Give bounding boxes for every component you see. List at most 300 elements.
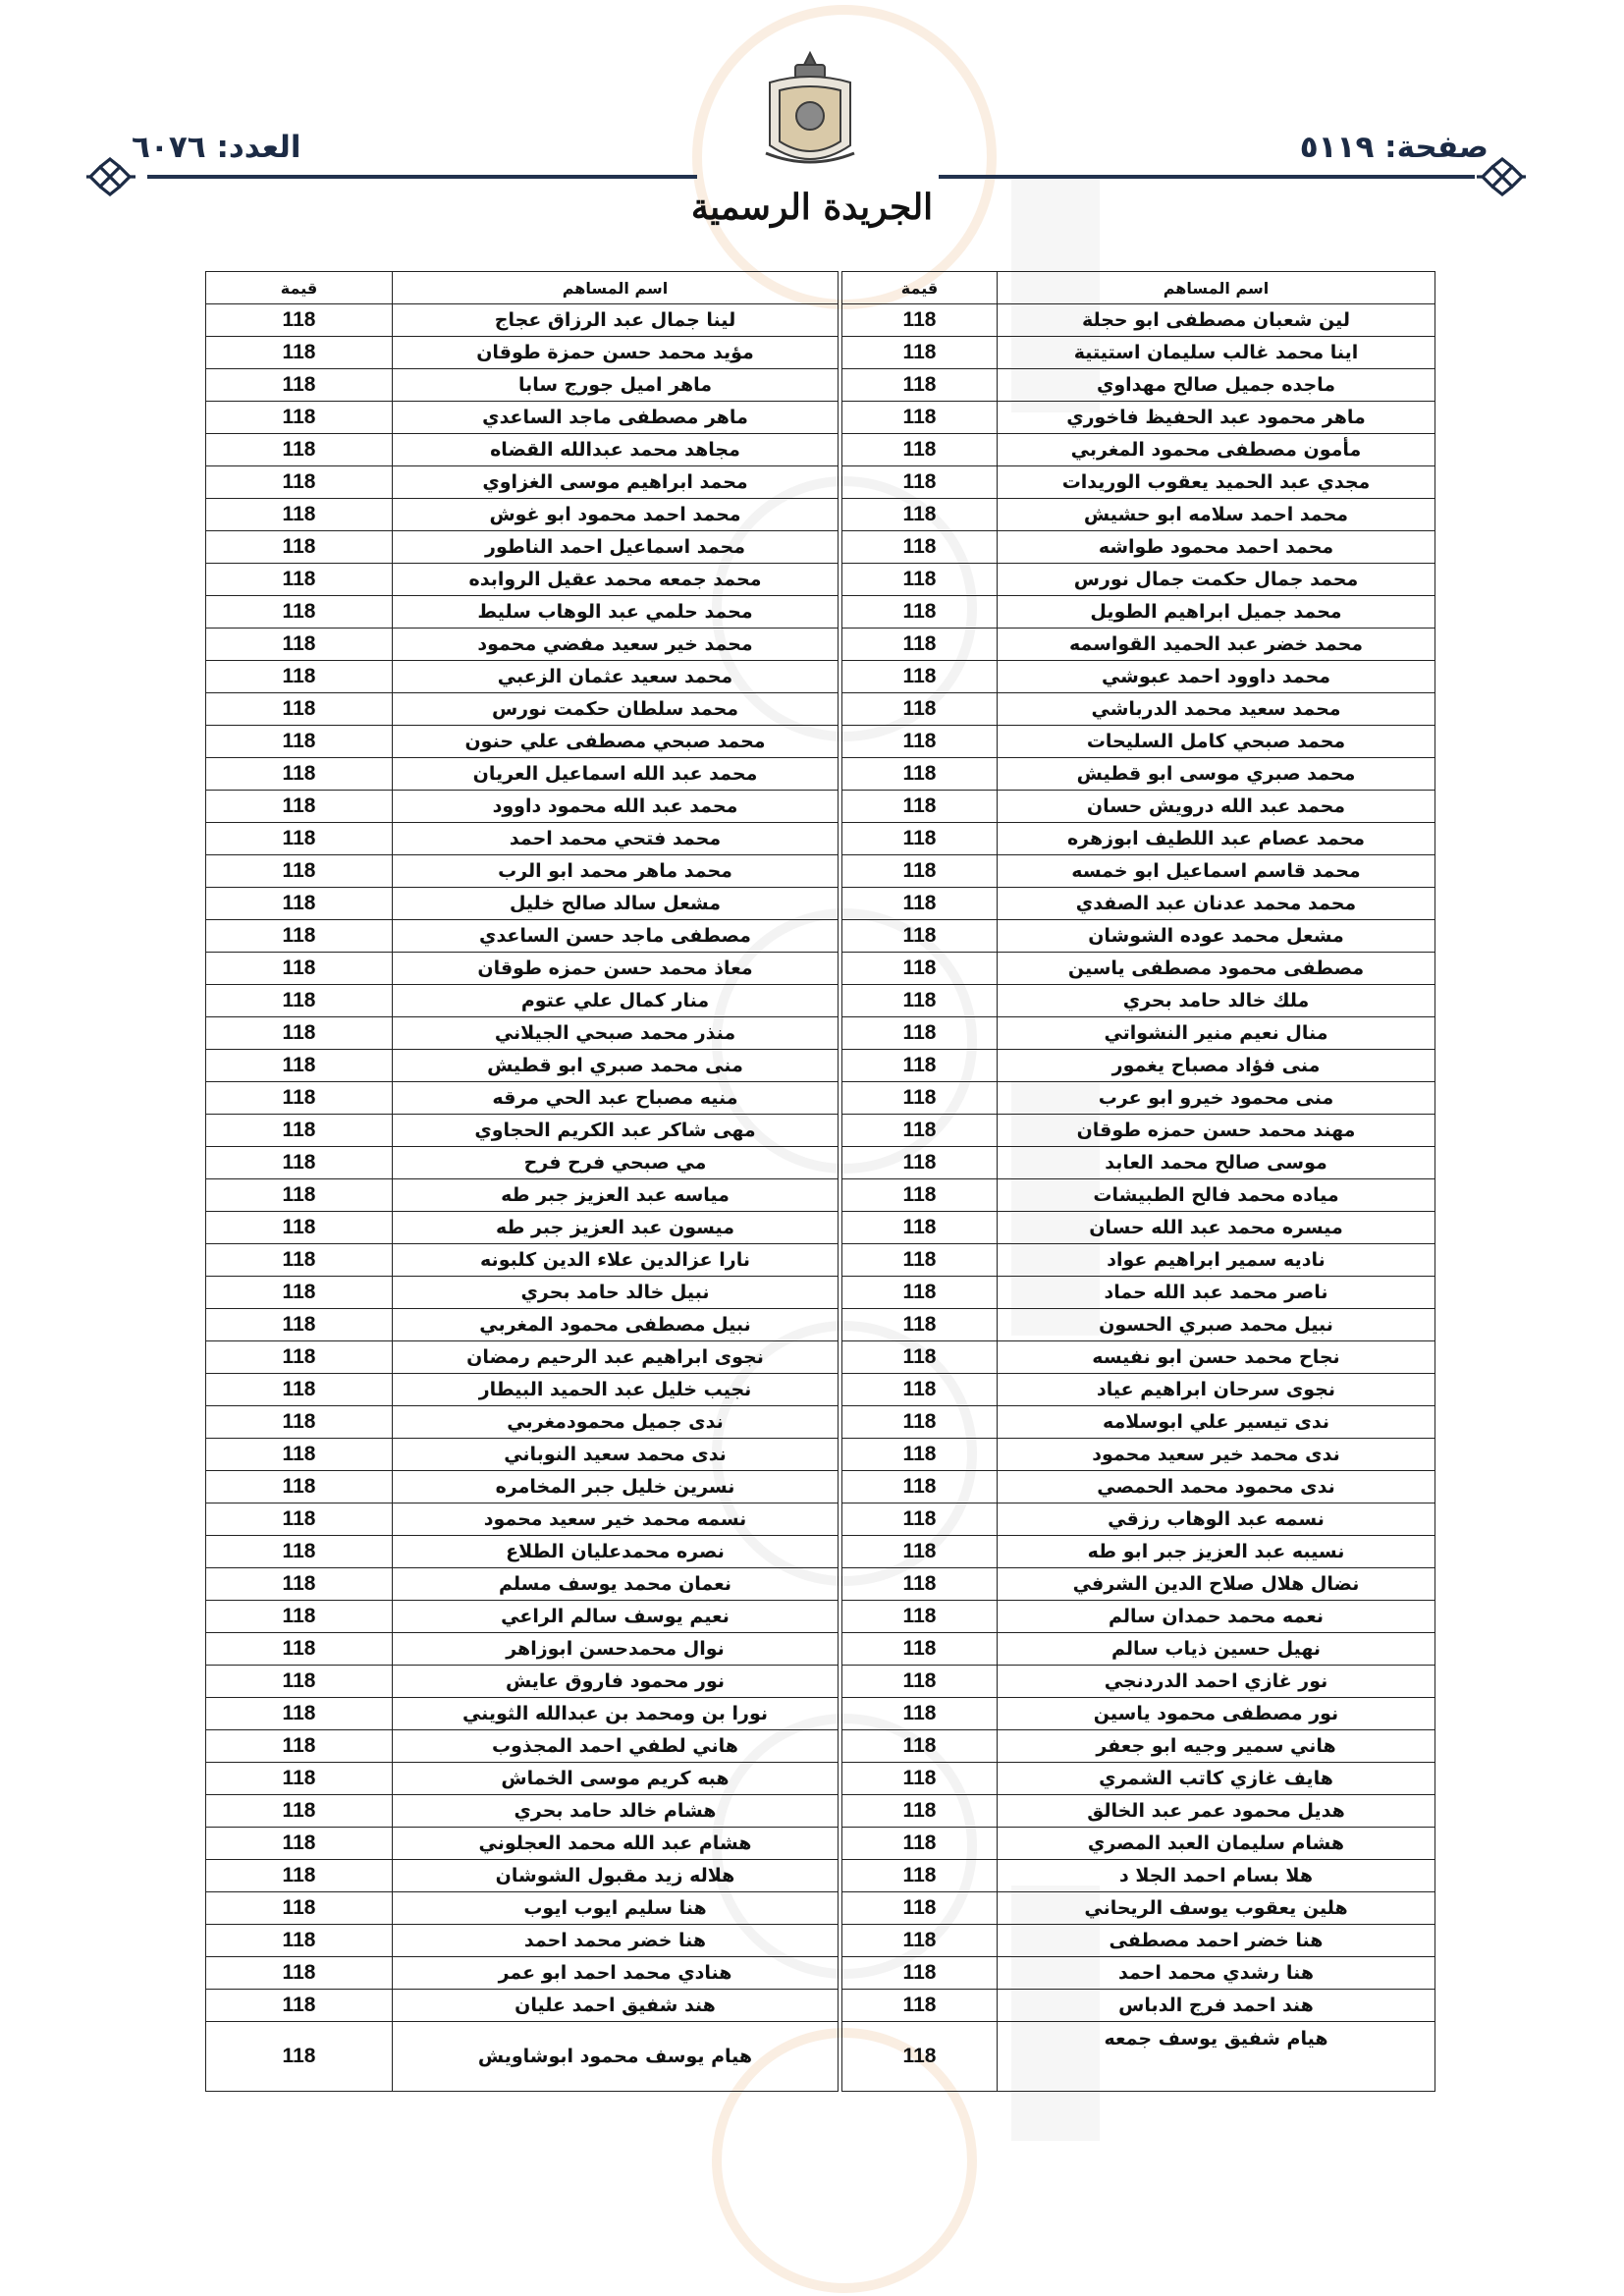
shareholder-name-cell: مهى شاكر عبد الكريم الحجاوي [393, 1115, 839, 1147]
column-gap [839, 1115, 842, 1147]
shareholder-name-cell: هيام شفيق يوسف جمعه [998, 2022, 1435, 2092]
share-value-cell: 118 [842, 434, 998, 466]
share-value-cell: 118 [206, 304, 393, 337]
shareholder-name-cell: هيام يوسف محمود ابوشاويش [393, 2022, 839, 2092]
share-value-cell: 118 [206, 499, 393, 531]
column-gap [839, 1633, 842, 1666]
share-value-cell: 118 [206, 985, 393, 1017]
share-value-cell: 118 [842, 1406, 998, 1439]
share-value-cell: 118 [206, 434, 393, 466]
table-row [206, 1374, 1435, 1406]
table-row [206, 1568, 1435, 1601]
share-value-cell: 118 [842, 791, 998, 823]
shareholder-name-cell: نعمه محمد حمدان سالم [998, 1601, 1435, 1633]
shareholder-name-cell: محمد ماهر محمد ابو الرب [393, 855, 839, 888]
table-row [206, 1147, 1435, 1179]
column-gap [839, 1568, 842, 1601]
share-value-cell: 118 [842, 1341, 998, 1374]
shareholder-name-cell: منال نعيم منير النشواتي [998, 1017, 1435, 1050]
shareholder-name-cell: ندى محمود محمد الحمصي [998, 1471, 1435, 1503]
column-header-value-left: قيمة [206, 272, 393, 304]
column-gap [839, 1698, 842, 1730]
share-value-cell: 118 [842, 1212, 998, 1244]
table-row [206, 304, 1435, 337]
table-row [206, 1666, 1435, 1698]
column-gap [839, 434, 842, 466]
share-value-cell: 118 [206, 1439, 393, 1471]
share-value-cell: 118 [842, 1536, 998, 1568]
shareholder-name-cell: محمد صبري موسى ابو قطيش [998, 758, 1435, 791]
shareholder-name-cell: مي صبحي فرح فرح [393, 1147, 839, 1179]
column-gap [839, 1957, 842, 1990]
share-value-cell: 118 [206, 1115, 393, 1147]
share-value-cell: 118 [206, 1666, 393, 1698]
share-value-cell: 118 [842, 1017, 998, 1050]
table-row [206, 1763, 1435, 1795]
shareholder-name-cell: محمد سلطان حكمت نورس [393, 693, 839, 726]
shareholder-name-cell: لين شعبان مصطفى ابو حجلة [998, 304, 1435, 337]
shareholder-name-cell: ماجده جميل صالح مهداوي [998, 369, 1435, 402]
shareholder-name-cell: نجوى ابراهيم عبد الرحيم رمضان [393, 1341, 839, 1374]
column-gap [839, 1860, 842, 1892]
share-value-cell: 118 [206, 1309, 393, 1341]
page-number-label: صفحة: ٥١١٩ [1299, 130, 1489, 165]
shareholder-name-cell: ندى جميل محمودمغربي [393, 1406, 839, 1439]
shareholder-name-cell: هاني سمير وجيه ابو جعفر [998, 1730, 1435, 1763]
shareholder-name-cell: نجوى سرحان ابراهيم عياد [998, 1374, 1435, 1406]
share-value-cell: 118 [842, 1503, 998, 1536]
table-row [206, 985, 1435, 1017]
table-row [206, 1115, 1435, 1147]
shareholder-name-cell: محمد احمد محمود طواشه [998, 531, 1435, 564]
share-value-cell: 118 [206, 2022, 393, 2092]
shareholder-name-cell: محمد جمال حكمت جمال نورس [998, 564, 1435, 596]
shareholder-name-cell: هند احمد فرج الدباس [998, 1990, 1435, 2022]
gazette-title: الجريدة الرسمية [690, 187, 934, 228]
column-gap [839, 1925, 842, 1957]
share-value-cell: 118 [842, 1957, 998, 1990]
share-value-cell: 118 [842, 304, 998, 337]
share-value-cell: 118 [206, 920, 393, 953]
column-gap [839, 304, 842, 337]
share-value-cell: 118 [206, 1730, 393, 1763]
share-value-cell: 118 [206, 1860, 393, 1892]
column-gap [839, 1147, 842, 1179]
table-row [206, 758, 1435, 791]
share-value-cell: 118 [842, 369, 998, 402]
shareholder-name-cell: اينا محمد غالب سليمان استيتية [998, 337, 1435, 369]
shareholder-name-cell: مشعل سالد صالح خليل [393, 888, 839, 920]
shareholder-name-cell: مصطفى محمود مصطفى ياسين [998, 953, 1435, 985]
column-gap [839, 1795, 842, 1828]
shareholder-name-cell: هند شفيق احمد عليان [393, 1990, 839, 2022]
table-row [206, 1212, 1435, 1244]
shareholder-name-cell: منى محمود خيرو ابو عرب [998, 1082, 1435, 1115]
share-value-cell: 118 [842, 661, 998, 693]
column-gap [839, 1892, 842, 1925]
column-gap [839, 1666, 842, 1698]
shareholder-name-cell: هنا سليم ايوب ايوب [393, 1892, 839, 1925]
share-value-cell: 118 [206, 337, 393, 369]
shareholder-name-cell: هايف غازي كاتب الشمري [998, 1763, 1435, 1795]
shareholder-name-cell: مجاهد محمد عبدالله القضاه [393, 434, 839, 466]
shareholder-name-cell: نور محمود فاروق عايش [393, 1666, 839, 1698]
table-row [206, 1309, 1435, 1341]
column-gap [839, 661, 842, 693]
column-gap [839, 564, 842, 596]
table-row [206, 369, 1435, 402]
shareholder-name-cell: محمد داوود احمد عبوشي [998, 661, 1435, 693]
share-value-cell: 118 [842, 1730, 998, 1763]
column-gap [839, 855, 842, 888]
shareholder-name-cell: هبه كريم موسى الخماش [393, 1763, 839, 1795]
shareholder-name-cell: مصطفى ماجد حسن الساعدي [393, 920, 839, 953]
table-row [206, 1277, 1435, 1309]
table-row [206, 726, 1435, 758]
share-value-cell: 118 [842, 1633, 998, 1666]
share-value-cell: 118 [206, 1828, 393, 1860]
column-gap [839, 693, 842, 726]
shareholder-name-cell: ميسون عبد العزيز جبر طه [393, 1212, 839, 1244]
table-row [206, 1957, 1435, 1990]
shareholder-name-cell: محمد قاسم اسماعيل ابو خمسه [998, 855, 1435, 888]
table-row [206, 953, 1435, 985]
shareholder-name-cell: هاني لطفي احمد المجذوب [393, 1730, 839, 1763]
shareholder-name-cell: هشام عبد الله محمد العجلوني [393, 1828, 839, 1860]
shareholder-name-cell: هلا بسام احمد الجلا د [998, 1860, 1435, 1892]
shareholder-name-cell: مجدي عبد الحميد يعقوب الوريدات [998, 466, 1435, 499]
shareholder-name-cell: محمد احمد محمود ابو غوش [393, 499, 839, 531]
shareholder-name-cell: نهيل حسين ذياب سالم [998, 1633, 1435, 1666]
column-gap [839, 953, 842, 985]
column-gap [839, 758, 842, 791]
share-value-cell: 118 [842, 758, 998, 791]
shareholder-name-cell: نعمان محمد يوسف مسلم [393, 1568, 839, 1601]
table-row [206, 1471, 1435, 1503]
column-gap [839, 466, 842, 499]
table-row [206, 564, 1435, 596]
share-value-cell: 118 [842, 1990, 998, 2022]
column-gap [839, 596, 842, 629]
table-row [206, 1633, 1435, 1666]
share-value-cell: 118 [206, 1503, 393, 1536]
table-row [206, 1439, 1435, 1471]
shareholder-name-cell: نسمه محمد خير سعيد محمود [393, 1503, 839, 1536]
share-value-cell: 118 [842, 1892, 998, 1925]
share-value-cell: 118 [842, 953, 998, 985]
table-row [206, 791, 1435, 823]
share-value-cell: 118 [842, 1050, 998, 1082]
shareholder-name-cell: محمد سعيد عثمان الزعبي [393, 661, 839, 693]
shareholder-name-cell: ندى محمد خير سعيد محمود [998, 1439, 1435, 1471]
share-value-cell: 118 [206, 1471, 393, 1503]
share-value-cell: 118 [206, 1179, 393, 1212]
shareholder-name-cell: محمد جميل ابراهيم الطويل [998, 596, 1435, 629]
column-gap [839, 791, 842, 823]
shareholder-name-cell: نور مصطفى محمود ياسين [998, 1698, 1435, 1730]
share-value-cell: 118 [842, 531, 998, 564]
header-rule-right [939, 175, 1475, 179]
coat-of-arms-icon [756, 47, 864, 175]
shareholder-name-cell: محمد محمد عدنان عبد الصفدي [998, 888, 1435, 920]
table-row [206, 1601, 1435, 1633]
shareholder-name-cell: موسى صالح محمد العابد [998, 1147, 1435, 1179]
column-gap [839, 1763, 842, 1795]
shareholder-name-cell: منى فؤاد مصباح يغمور [998, 1050, 1435, 1082]
share-value-cell: 118 [206, 1990, 393, 2022]
shareholder-name-cell: ميسره محمد عبد الله حسان [998, 1212, 1435, 1244]
shareholder-name-cell: مياسه عبد العزيز جبر طه [393, 1179, 839, 1212]
shareholder-name-cell: هلاله زيد مقبول الشوشان [393, 1860, 839, 1892]
table-row [206, 1892, 1435, 1925]
shareholders-table-container [206, 271, 1435, 2092]
share-value-cell: 118 [842, 1309, 998, 1341]
shareholder-name-cell: مياده محمد فالح الطبيشات [998, 1179, 1435, 1212]
table-row [206, 693, 1435, 726]
share-value-cell: 118 [206, 1568, 393, 1601]
shareholder-name-cell: محمد ابراهيم موسى الغزاوي [393, 466, 839, 499]
shareholder-name-cell: ملك خالد حامد بحري [998, 985, 1435, 1017]
column-gap [839, 726, 842, 758]
shareholder-name-cell: مؤيد محمد حسن حمزة طوقان [393, 337, 839, 369]
shareholder-name-cell: نور غازي احمد الدردنجي [998, 1666, 1435, 1698]
share-value-cell: 118 [842, 693, 998, 726]
shareholder-name-cell: معاذ محمد حسن حمزه طوقان [393, 953, 839, 985]
share-value-cell: 118 [842, 499, 998, 531]
share-value-cell: 118 [842, 1763, 998, 1795]
column-gap [839, 1471, 842, 1503]
table-row [206, 596, 1435, 629]
shareholder-name-cell: نضال هلال صلاح الدين الشرفي [998, 1568, 1435, 1601]
column-gap [839, 499, 842, 531]
table-header-row [206, 272, 1435, 304]
share-value-cell: 118 [842, 920, 998, 953]
shareholder-name-cell: هشام خالد حامد بحري [393, 1795, 839, 1828]
shareholder-name-cell: ندى محمد سعيد النوباني [393, 1439, 839, 1471]
table-row [206, 1795, 1435, 1828]
table-row [206, 499, 1435, 531]
column-gap [839, 337, 842, 369]
column-header-value-right: قيمة [842, 272, 998, 304]
share-value-cell: 118 [842, 1860, 998, 1892]
column-gap [839, 1309, 842, 1341]
column-gap [839, 1730, 842, 1763]
share-value-cell: 118 [842, 596, 998, 629]
shareholder-name-cell: محمد عبد الله اسماعيل العريان [393, 758, 839, 791]
shareholder-name-cell: محمد اسماعيل احمد الناطور [393, 531, 839, 564]
table-row [206, 1503, 1435, 1536]
share-value-cell: 118 [842, 2022, 998, 2092]
column-gap [839, 1244, 842, 1277]
share-value-cell: 118 [842, 337, 998, 369]
share-value-cell: 118 [842, 1374, 998, 1406]
shareholder-name-cell: ماهر محمود عبد الحفيظ فاخوري [998, 402, 1435, 434]
issue-number-label: العدد: ٦٠٧٦ [132, 130, 301, 165]
table-row [206, 434, 1435, 466]
shareholder-name-cell: ماهر اميل جورج سابا [393, 369, 839, 402]
shareholder-name-cell: نجيب خليل عبد الحميد البيطار [393, 1374, 839, 1406]
shareholder-name-cell: نبيل مصطفى محمود المغربي [393, 1309, 839, 1341]
table-row [206, 1082, 1435, 1115]
table-row [206, 1730, 1435, 1763]
share-value-cell: 118 [206, 693, 393, 726]
shareholder-name-cell: هنادي محمد احمد ابو عمر [393, 1957, 839, 1990]
table-row [206, 1179, 1435, 1212]
share-value-cell: 118 [206, 1341, 393, 1374]
column-gap [839, 402, 842, 434]
column-gap [839, 1277, 842, 1309]
share-value-cell: 118 [206, 953, 393, 985]
table-row [206, 629, 1435, 661]
shareholder-name-cell: محمد جمعه محمد عقيل الروابده [393, 564, 839, 596]
share-value-cell: 118 [206, 1406, 393, 1439]
shareholder-name-cell: نبيل خالد حامد بحري [393, 1277, 839, 1309]
shareholder-name-cell: منذر محمد صبحي الجيلاني [393, 1017, 839, 1050]
column-gap [839, 888, 842, 920]
shareholder-name-cell: محمد عصام عبد اللطيف ابوزهره [998, 823, 1435, 855]
shareholder-name-cell: لينا جمال عبد الرزاق عجاج [393, 304, 839, 337]
table-row [206, 855, 1435, 888]
table-row [206, 402, 1435, 434]
column-gap [839, 531, 842, 564]
share-value-cell: 118 [206, 1633, 393, 1666]
share-value-cell: 118 [206, 1212, 393, 1244]
column-gap [839, 1341, 842, 1374]
table-row [206, 466, 1435, 499]
share-value-cell: 118 [206, 369, 393, 402]
share-value-cell: 118 [206, 1244, 393, 1277]
share-value-cell: 118 [842, 1115, 998, 1147]
shareholder-name-cell: هديل محمود عمر عبد الخالق [998, 1795, 1435, 1828]
column-gap [839, 1601, 842, 1633]
share-value-cell: 118 [842, 1601, 998, 1633]
share-value-cell: 118 [206, 855, 393, 888]
gazette-header [0, 0, 1624, 255]
share-value-cell: 118 [842, 855, 998, 888]
shareholder-name-cell: محمد عبد الله درويش حسان [998, 791, 1435, 823]
share-value-cell: 118 [842, 1828, 998, 1860]
share-value-cell: 118 [842, 1698, 998, 1730]
column-gap [839, 823, 842, 855]
table-row [206, 1990, 1435, 2022]
table-row [206, 1406, 1435, 1439]
column-gap [839, 369, 842, 402]
table-row [206, 888, 1435, 920]
column-header-name-left: اسم المساهم [393, 272, 839, 304]
share-value-cell: 118 [206, 791, 393, 823]
share-value-cell: 118 [842, 726, 998, 758]
shareholder-name-cell: نعيم يوسف سالم الراعي [393, 1601, 839, 1633]
share-value-cell: 118 [206, 1082, 393, 1115]
table-body [206, 304, 1435, 2092]
shareholder-name-cell: مأمون مصطفى محمود المغربي [998, 434, 1435, 466]
table-row [206, 2022, 1435, 2092]
shareholder-name-cell: منيه مصباح عبد الحي مرقه [393, 1082, 839, 1115]
column-gap [839, 2022, 842, 2092]
shareholder-name-cell: نسرين خليل جبر المخامره [393, 1471, 839, 1503]
column-gap [839, 629, 842, 661]
shareholder-name-cell: محمد سعيد محمد الدرباشي [998, 693, 1435, 726]
share-value-cell: 118 [206, 726, 393, 758]
shareholder-name-cell: ناصر محمد عبد الله حماد [998, 1277, 1435, 1309]
shareholder-name-cell: هنا رشدي محمد احمد [998, 1957, 1435, 1990]
table-row [206, 1828, 1435, 1860]
column-gap [839, 1828, 842, 1860]
shareholder-name-cell: هنا خضر محمد احمد [393, 1925, 839, 1957]
column-gap [839, 920, 842, 953]
column-gap [839, 1406, 842, 1439]
share-value-cell: 118 [842, 1082, 998, 1115]
shareholder-name-cell: ماهر مصطفى ماجد الساعدي [393, 402, 839, 434]
column-gap [839, 1503, 842, 1536]
share-value-cell: 118 [206, 888, 393, 920]
column-header-name-right: اسم المساهم [998, 272, 1435, 304]
column-gap [839, 1439, 842, 1471]
share-value-cell: 118 [842, 1179, 998, 1212]
shareholder-name-cell: ندى تيسير علي ابوسلامه [998, 1406, 1435, 1439]
table-row [206, 920, 1435, 953]
share-value-cell: 118 [206, 1050, 393, 1082]
table-row [206, 1017, 1435, 1050]
share-value-cell: 118 [206, 564, 393, 596]
column-gap [839, 1179, 842, 1212]
column-gap [839, 1374, 842, 1406]
share-value-cell: 118 [206, 1536, 393, 1568]
shareholder-name-cell: هشام سليمان العبد المصري [998, 1828, 1435, 1860]
shareholder-name-cell: نجاح محمد حسن ابو نفيسه [998, 1341, 1435, 1374]
share-value-cell: 118 [206, 823, 393, 855]
table-row [206, 1860, 1435, 1892]
share-value-cell: 118 [206, 1017, 393, 1050]
shareholder-name-cell: محمد صبحي كامل السليحات [998, 726, 1435, 758]
column-gap [839, 985, 842, 1017]
share-value-cell: 118 [842, 1147, 998, 1179]
share-value-cell: 118 [842, 466, 998, 499]
table-row [206, 1244, 1435, 1277]
column-gap [839, 272, 842, 304]
share-value-cell: 118 [206, 1892, 393, 1925]
share-value-cell: 118 [842, 1795, 998, 1828]
table-row [206, 337, 1435, 369]
share-value-cell: 118 [842, 888, 998, 920]
share-value-cell: 118 [206, 1601, 393, 1633]
share-value-cell: 118 [206, 1925, 393, 1957]
column-gap [839, 1212, 842, 1244]
shareholder-name-cell: محمد احمد سلامه ابو حشيش [998, 499, 1435, 531]
share-value-cell: 118 [206, 1374, 393, 1406]
shareholder-name-cell: محمد فتحي محمد احمد [393, 823, 839, 855]
table-row [206, 661, 1435, 693]
shareholder-name-cell: نبيل محمد صبري الحسون [998, 1309, 1435, 1341]
shareholder-name-cell: محمد عبد الله محمود داوود [393, 791, 839, 823]
shareholder-name-cell: محمد حلمي عبد الوهاب سليط [393, 596, 839, 629]
share-value-cell: 118 [842, 1471, 998, 1503]
table-row [206, 1050, 1435, 1082]
share-value-cell: 118 [206, 1698, 393, 1730]
shareholder-name-cell: هلين يعقوب يوسف الريحاني [998, 1892, 1435, 1925]
header-rule-left [147, 175, 697, 179]
share-value-cell: 118 [842, 1666, 998, 1698]
share-value-cell: 118 [842, 1244, 998, 1277]
table-row [206, 1341, 1435, 1374]
shareholder-name-cell: نسيبه عبد العزيز جبر ابو طه [998, 1536, 1435, 1568]
share-value-cell: 118 [206, 1957, 393, 1990]
table-row [206, 531, 1435, 564]
shareholder-name-cell: محمد خير سعيد مفضي محمود [393, 629, 839, 661]
shareholder-name-cell: ناديه سمير ابراهيم عواد [998, 1244, 1435, 1277]
share-value-cell: 118 [206, 1277, 393, 1309]
share-value-cell: 118 [206, 1763, 393, 1795]
